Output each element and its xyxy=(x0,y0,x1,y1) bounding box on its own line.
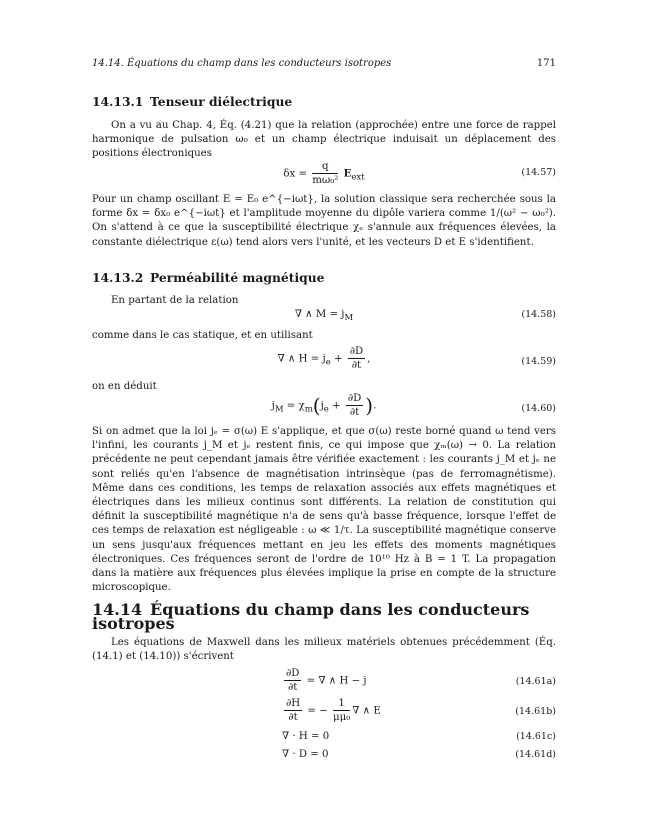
denominator: μμ₀ xyxy=(332,712,351,723)
equation-number: (14.61d) xyxy=(515,749,556,760)
eq-mid: = χ xyxy=(283,400,305,412)
eq-sub: M xyxy=(344,313,354,324)
denominator: ∂t xyxy=(288,682,298,693)
section-heading-14-14 xyxy=(92,600,556,634)
equation-number: (14.61b) xyxy=(515,706,556,717)
eq-rhs: ∇ ∧ E xyxy=(352,705,381,717)
eq-text: ∇ · H = 0 xyxy=(282,731,330,742)
eq-lhs-sub: M xyxy=(274,404,284,415)
denominator: ∂t xyxy=(288,712,298,723)
fraction xyxy=(348,345,365,372)
eq-plus: + xyxy=(330,353,346,365)
equation-14-61d xyxy=(92,748,556,768)
numerator: ∂D xyxy=(349,346,364,357)
numerator: ∂H xyxy=(286,698,301,709)
page-number: 171 xyxy=(536,58,556,69)
equation-number: (14.61c) xyxy=(516,731,556,742)
section-title: Équations du champ dans les conducteurs isotropes xyxy=(92,600,530,634)
denominator: ∂t xyxy=(351,360,362,371)
equation-14-60: $j_M = \chi_m(j_e$ + $\frac{\partial D}{\partial t}$ ). (14.60) xyxy=(271,393,556,418)
equation-14-58 xyxy=(92,308,556,328)
running-title: 14.14. Équations du champ dans les conducteurs isotropes xyxy=(92,58,392,69)
eq-rhs: E xyxy=(343,167,352,180)
section-number: 14.14 xyxy=(92,600,143,619)
numerator: ∂D xyxy=(347,393,362,404)
section-title: Tenseur diélectrique xyxy=(150,94,293,109)
paragraph: on en déduit xyxy=(92,381,157,392)
eq-rhs: = ∇ ∧ H − j xyxy=(303,675,367,687)
equation-14-61a xyxy=(92,667,556,693)
running-header xyxy=(92,57,556,71)
paragraph: comme dans le cas statique, et en utilisant xyxy=(92,330,313,341)
eq-rhs-sub: ext xyxy=(351,172,365,183)
eq-end: . xyxy=(373,400,377,412)
section-number: 14.13.1 xyxy=(92,94,144,109)
eq-lhs: j xyxy=(271,400,275,412)
fraction xyxy=(312,160,338,187)
eq-inner-sub: e xyxy=(323,404,329,415)
paragraph: On a vu au Chap. 4, Éq. (4.21) que la relation (approchée) entre une force de rappel harmonique de pulsation ω₀ et un champ électrique induisait un déplacement des positions électroniques xyxy=(92,120,556,160)
eq-mid-sub: m xyxy=(304,404,313,415)
eq-end: , xyxy=(367,353,371,365)
numerator: ∂D xyxy=(286,668,300,679)
eq-lhs: δx = xyxy=(283,168,307,180)
eq-lhs: ∇ ∧ H = j xyxy=(277,353,326,365)
paragraph: Si on admet que la loi jₑ = σ(ω) E s'applique, et que σ(ω) reste borné quand ω tend vers l'infini, les courants j_M et jₑ restent finis, ce qui impose que χₘ(ω) → 0. La relation précédente ne peut cependant jamais être vérifiée exactement : les courants j_M et jₑ ne sont reliés qu'en l'absence de magnétisation intrinsèque (pas de ferromagnétisme). Même dans ces conditions, les temps de relaxation associés aux effets magnétiques et électriques dans les milieux continus sont différents. La relation de constitution qui définit la susceptibilité magnétique n'a de sens qu'à basse fréquence, lorsque l'effet de ces temps de relaxation est négligeable : ω ≪ 1/τ. La susceptibilité magnétique conserve un sens jusqu'aux fréquences mettant en jeu les effets des moments magnétiques électroniques. Ces fréquences seront de l'ordre de 10¹⁰ Hz à B = 1 T. La propagation dans la matière aux fréquences plus élevées implique la prise en compte de la structure microscopique. xyxy=(92,426,556,594)
equation-number: (14.57) xyxy=(521,167,556,178)
eq-text: ∇ · D = 0 xyxy=(282,749,329,760)
equation-number: (14.58) xyxy=(521,309,556,320)
equation-number: (14.59) xyxy=(521,356,556,367)
eq-text: ∇ ∧ M = j xyxy=(294,309,345,320)
fraction xyxy=(284,667,301,694)
numerator: q xyxy=(312,160,338,174)
numerator: 1 xyxy=(333,697,350,711)
equation-number: (14.60) xyxy=(521,403,556,414)
section-title: Perméabilité magnétique xyxy=(150,270,325,285)
equation-14-57 xyxy=(92,160,556,186)
denominator: mω₀² xyxy=(312,175,339,186)
section-number: 14.13.2 xyxy=(92,270,144,285)
equation-number: (14.61a) xyxy=(515,676,556,687)
paragraph: Pour un champ oscillant E = E₀ e^{−iωt}, la solution classique sera recherchée sous la forme δx = δx₀ e^{−iωt} et l'amplitude moyenne du dipôle variera comme 1/(ω² − ω₀²). On s'attend à ce que la susceptibilité électrique χₑ s'annule aux fréquences élevées, la constante diélectrique ε(ω) tend alors vers l'unité, et les vecteurs D et E s'identifient. xyxy=(92,194,556,248)
eq-plus: + xyxy=(328,400,344,412)
eq-inner: j xyxy=(320,400,324,412)
fraction xyxy=(333,697,350,724)
section-heading-14-13-1 xyxy=(92,95,292,109)
fraction xyxy=(346,392,363,419)
equation-14-61c xyxy=(92,730,556,750)
section-heading-14-13-2 xyxy=(92,271,324,285)
denominator: ∂t xyxy=(349,407,360,418)
paragraph: En partant de la relation xyxy=(111,295,239,306)
eq-mid: = − xyxy=(304,705,331,717)
equation-14-61b xyxy=(92,697,556,723)
fraction xyxy=(284,697,302,724)
equation-14-59 xyxy=(92,345,556,371)
paragraph: Les équations de Maxwell dans les milieux matériels obtenues précédemment (Éq. (14.1) et (14.10)) s'écrivent xyxy=(92,637,556,663)
eq-lhs-sub: e xyxy=(325,357,331,368)
